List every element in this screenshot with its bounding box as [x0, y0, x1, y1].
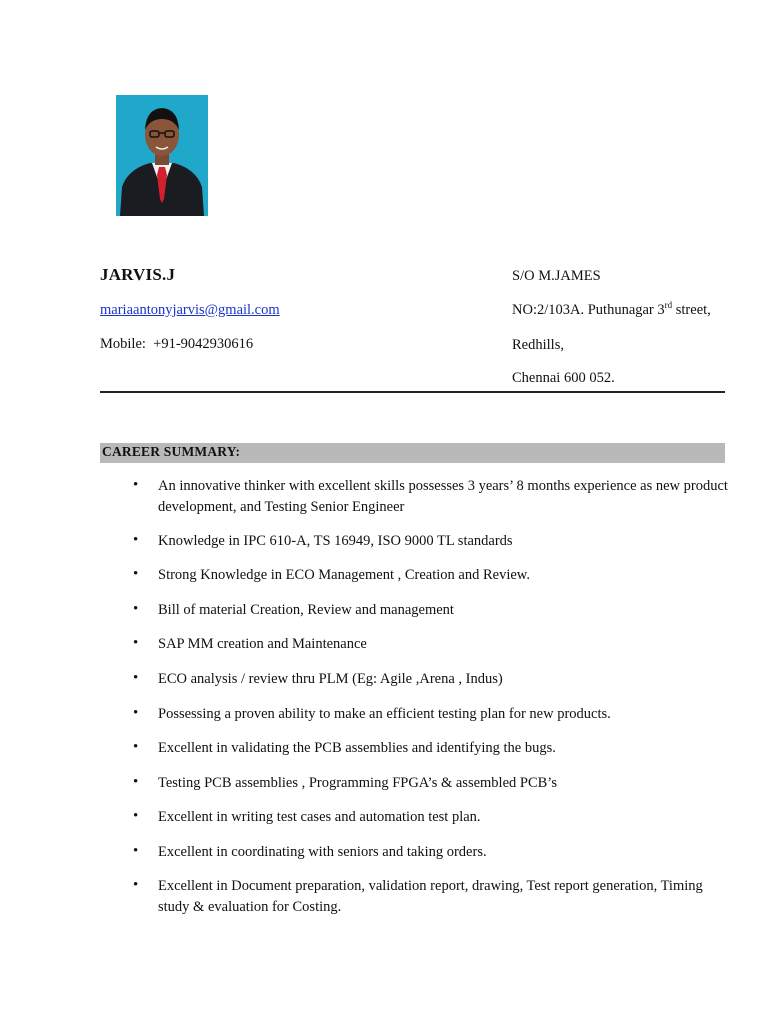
bullet-icon: •: [133, 635, 139, 651]
bullet-icon: •: [133, 477, 139, 493]
address-line-1: S/O M.JAMES: [512, 268, 601, 284]
bullet-icon: •: [133, 877, 139, 893]
list-item: An innovative thinker with excellent skills possesses 3 years’ 8 months experience as new product development, and Testing Senior Engineer: [158, 478, 728, 515]
bullet-icon: •: [133, 670, 139, 686]
list-item: Excellent in writing test cases and automation test plan.: [158, 809, 481, 825]
address-ordinal-suffix: rd: [664, 300, 673, 310]
list-item: Excellent in coordinating with seniors and taking orders.: [158, 844, 487, 860]
bullet-icon: •: [133, 566, 139, 582]
mobile-number: Mobile: +91-9042930616: [100, 336, 254, 352]
list-item: Testing PCB assemblies , Programming FPGA’s & assembled PCB’s: [158, 775, 557, 791]
profile-photo: [116, 95, 208, 216]
bullet-icon: •: [133, 739, 139, 755]
address-line-2-main: NO:2/103A. Puthunagar 3: [512, 302, 665, 318]
section-title-career-summary: CAREER SUMMARY:: [102, 444, 241, 459]
bullet-icon: •: [133, 705, 139, 721]
address-line-2: [512, 302, 711, 319]
list-item: SAP MM creation and Maintenance: [158, 636, 367, 652]
address-line-4: Chennai 600 052.: [512, 370, 615, 386]
address-line-3: Redhills,: [512, 337, 564, 353]
candidate-name: JARVIS.J: [100, 265, 176, 284]
bullet-icon: •: [133, 774, 139, 790]
list-item: Knowledge in IPC 610-A, TS 16949, ISO 9000 TL standards: [158, 533, 513, 549]
list-item: Strong Knowledge in ECO Management , Creation and Review.: [158, 567, 530, 583]
list-item: Bill of material Creation, Review and management: [158, 602, 454, 618]
list-item: ECO analysis / review thru PLM (Eg: Agile ,Arena , Indus): [158, 671, 503, 687]
person-portrait-icon: [116, 95, 208, 216]
list-item: Excellent in validating the PCB assemblies and identifying the bugs.: [158, 740, 556, 756]
bullet-icon: •: [133, 808, 139, 824]
list-item: Excellent in Document preparation, validation report, drawing, Test report generation, Timing study & evaluation for Costing.: [158, 878, 703, 915]
address-line-2-end: street,: [672, 302, 711, 318]
bullet-icon: •: [133, 843, 139, 859]
bullet-icon: •: [133, 532, 139, 548]
bullet-icon: •: [133, 601, 139, 617]
email-link[interactable]: mariaantonyjarvis@gmail.com: [100, 302, 280, 318]
list-item: Possessing a proven ability to make an efficient testing plan for new products.: [158, 706, 611, 722]
header-divider: [100, 391, 725, 393]
